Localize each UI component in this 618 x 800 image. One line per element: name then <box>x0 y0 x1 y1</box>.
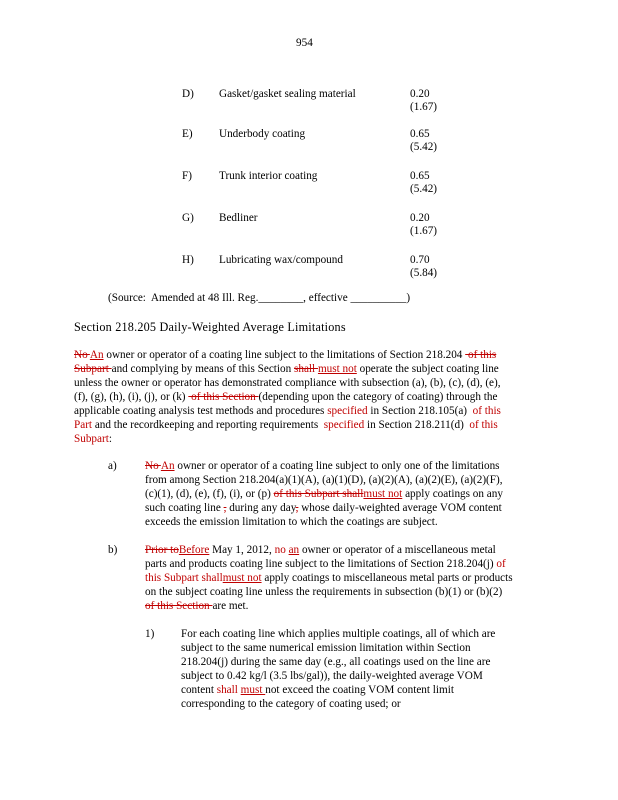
coating-limit-kg: 0.65 <box>410 128 430 140</box>
text-run: owner or operator of a miscellaneous metal <box>299 544 496 556</box>
text-line <box>74 349 496 363</box>
deleted-text: of this Section <box>188 391 259 403</box>
text-run: applicable coating analysis test methods and procedures <box>74 405 328 417</box>
text-run: parts and products coating line subject to the limitations of Section 218.204(j) <box>145 558 497 570</box>
deleted-text: No <box>74 349 90 361</box>
coating-letter: E) <box>182 128 193 140</box>
changed-text: no <box>274 544 289 556</box>
text-run: owner or operator of a coating line subject to only one of the limitations <box>174 460 500 472</box>
text-run: (depending upon the category of coating) through the <box>258 391 498 403</box>
text-run: during any day <box>226 502 296 514</box>
deleted-text: shall <box>294 363 318 375</box>
coating-limit-lb: (1.67) <box>410 101 438 113</box>
text-run: : <box>108 433 112 445</box>
text-line <box>145 488 503 502</box>
text-run: (c)(1), (d), (e), (f), (i), or (p) <box>145 488 274 500</box>
text-run: operate the subject coating line <box>356 363 499 375</box>
text-line <box>145 572 513 586</box>
coating-letter: G) <box>182 212 194 224</box>
text-line: For each coating line which applies multiple coatings, all of which are <box>181 628 496 640</box>
text-run: and the recordkeeping and reporting requirements <box>92 419 324 431</box>
source-suffix: ) <box>406 292 411 304</box>
text-line <box>145 544 496 558</box>
text-line <box>145 460 500 474</box>
subsection-label: b) <box>108 544 118 556</box>
changed-text: of <box>496 558 506 570</box>
text-line: subject to the same numerical emission limitation within Section <box>181 642 471 654</box>
text-run: are met. <box>212 600 249 612</box>
deleted-text: of this Subpart shall <box>273 488 364 500</box>
source-note <box>108 292 410 305</box>
inserted-text: an <box>288 544 300 556</box>
deleted-text: , <box>223 502 227 514</box>
coating-limit-kg: 0.65 <box>410 170 430 182</box>
changed-text: specified <box>327 405 368 417</box>
coating-limit-lb: (5.42) <box>410 183 438 195</box>
changed-text: Part <box>74 419 93 431</box>
coating-name: Trunk interior coating <box>219 170 318 182</box>
text-line <box>145 600 248 614</box>
text-run: in Section 218.105(a) <box>367 405 470 417</box>
changed-text: shall <box>216 684 241 696</box>
inserted-text: must not <box>222 572 262 584</box>
coating-limit-kg: 0.70 <box>410 254 430 266</box>
deleted-text: , <box>295 502 299 514</box>
text-run: and complying by means of this Section <box>111 363 295 375</box>
page-number: 954 <box>296 37 313 49</box>
changed-text: of this <box>469 405 501 417</box>
deleted-text: Subpart <box>74 363 112 375</box>
deleted-text: Prior to <box>145 544 179 556</box>
changed-text: specified <box>323 419 365 431</box>
source-prefix: (Source: Amended at 48 Ill. Reg. <box>108 292 259 304</box>
deleted-text: of this <box>465 349 497 361</box>
text-run: (f), (g), (h), (i), (j), or (k) <box>74 391 189 403</box>
text-line <box>74 363 499 377</box>
coating-letter: F) <box>182 170 192 182</box>
coating-letter: D) <box>182 88 194 100</box>
text-line: from among Section 218.204(a)(1)(A), (a)(1)(D), (a)(2)(A), (a)(2)(E), (a)(2)(F), <box>145 474 503 486</box>
inserted-text: An <box>89 349 104 361</box>
text-line <box>181 684 454 698</box>
inserted-text: must <box>240 684 266 696</box>
source-reg-blank: ________ <box>258 292 304 304</box>
text-run: apply coatings to miscellaneous metal parts or products <box>261 572 513 584</box>
changed-text: of this <box>466 419 498 431</box>
deleted-text: of this Section <box>145 600 213 612</box>
text-line <box>74 433 112 447</box>
coating-name: Underbody coating <box>219 128 306 140</box>
text-line: corresponding to the category of coating used; or <box>181 698 401 710</box>
coating-limit-kg: 0.20 <box>410 212 430 224</box>
text-run: in Section 218.211(d) <box>364 419 467 431</box>
coating-limit-lb: (1.67) <box>410 225 438 237</box>
text-run: owner or operator of a coating line subject to the limitations of Section 218.204 <box>103 349 466 361</box>
text-line: unless the owner or operator has demonstrated compliance with subsection (a), (b), (c), (d), (e), <box>74 377 501 389</box>
text-run: such coating line <box>145 502 224 514</box>
coating-limit-lb: (5.42) <box>410 141 438 153</box>
inserted-text: must not <box>317 363 357 375</box>
text-run: not exceed the coating VOM content limit <box>265 684 454 696</box>
text-line <box>74 405 501 419</box>
inserted-text: An <box>160 460 175 472</box>
coating-letter: H) <box>182 254 194 266</box>
text-run: content <box>181 684 217 696</box>
subsection-label: 1) <box>145 628 155 640</box>
changed-text: this Subpart shall <box>145 572 223 584</box>
text-line: on the subject coating line unless the requirements in subsection (b)(1) or (b)(2) <box>145 586 503 598</box>
coating-limit-lb: (5.84) <box>410 267 438 279</box>
section-heading: Section 218.205 Daily-Weighted Average Limitations <box>74 320 346 334</box>
text-line: exceeds the emission limitation to which the coatings are subject. <box>145 516 438 528</box>
coating-limit-kg: 0.20 <box>410 88 430 100</box>
coating-name: Lubricating wax/compound <box>219 254 343 266</box>
coating-name: Gasket/gasket sealing material <box>219 88 356 100</box>
text-run: May 1, 2012, <box>209 544 275 556</box>
deleted-text: No <box>145 460 161 472</box>
text-line <box>74 391 497 405</box>
text-line: 218.204(j) during the same day (e.g., all coatings used on the line are <box>181 656 491 668</box>
text-line <box>74 419 498 433</box>
text-line <box>145 558 506 572</box>
source-middle: , effective <box>303 292 351 304</box>
text-line <box>145 502 502 516</box>
changed-text: Subpart <box>74 433 109 445</box>
text-line: subject to 0.42 kg/l (3.5 lbs/gal)), the daily-weighted average VOM <box>181 670 483 682</box>
subsection-label: a) <box>108 460 117 472</box>
coating-name: Bedliner <box>219 212 258 224</box>
source-effective-blank: __________ <box>350 292 407 304</box>
inserted-text: Before <box>178 544 210 556</box>
text-run: whose daily-weighted average VOM content <box>298 502 502 514</box>
inserted-text: must not <box>363 488 403 500</box>
text-run: apply coatings on any <box>402 488 503 500</box>
